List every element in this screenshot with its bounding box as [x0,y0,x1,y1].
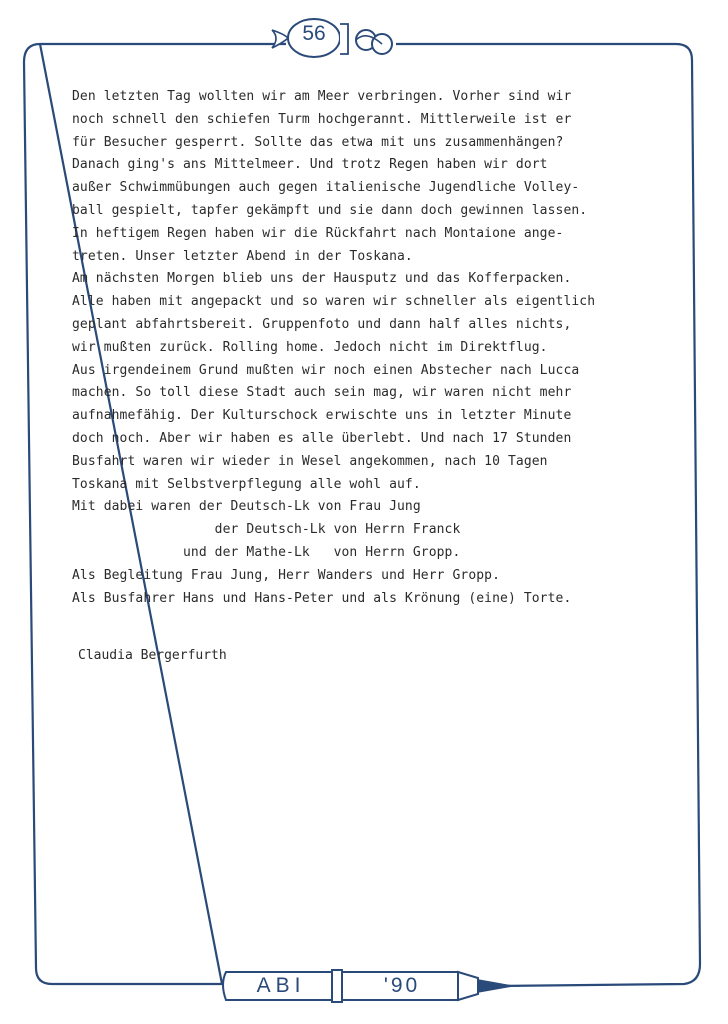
body-line: außer Schwimmübungen auch gegen italienische Jugendliche Volley- [72,180,580,196]
body-line: Toskana mit Selbstverpflegung alle wohl auf. [72,476,421,492]
body-line: Danach ging's ans Mittelmeer. Und trotz Regen haben wir dort [72,157,548,173]
body-line: geplant abfahrtsbereit. Gruppenfoto und dann half alles nichts, [72,316,572,332]
article-body [72,86,682,610]
body-line: Aus irgendeinem Grund mußten wir noch einen Abstecher nach Lucca [72,362,580,378]
body-line: ball gespielt, tapfer gekämpft und sie dann doch gewinnen lassen. [72,202,588,218]
body-line: für Besucher gesperrt. Sollte das etwa mit uns zusammenhängen? [72,134,564,150]
body-line: Am nächsten Morgen blieb uns der Hausputz und das Kofferpacken. [72,271,572,287]
body-line: Als Begleitung Frau Jung, Herr Wanders und Herr Gropp. [72,567,501,583]
body-line: Alle haben mit angepackt und so waren wir schneller als eigentlich [72,294,596,310]
footer-abi-label: ABI [256,974,306,997]
page-number: 56 [302,22,326,45]
body-line: aufnahmefähig. Der Kulturschock erwischte uns in letzter Minute [72,408,572,424]
body-line: der Deutsch-Lk von Herrn Franck [72,522,461,538]
body-line: Als Busfahrer Hans und Hans-Peter und als Krönung (eine) Torte. [72,590,572,606]
body-line: doch noch. Aber wir haben es alle überlebt. Und nach 17 Stunden [72,430,572,446]
body-line: In heftigem Regen haben wir die Rückfahrt nach Montaione ange- [72,225,564,241]
body-line: und der Mathe-Lk von Herrn Gropp. [72,544,461,560]
author-signature: Claudia Bergerfurth [78,648,227,663]
body-line: machen. So toll diese Stadt auch sein mag, wir waren nicht mehr [72,385,572,401]
body-line: Den letzten Tag wollten wir am Meer verbringen. Vorher sind wir [72,89,572,104]
footer-year-label: '90 [383,974,421,997]
body-line: Busfahrt waren wir wieder in Wesel angekommen, nach 10 Tagen [72,453,548,469]
body-line: wir mußten zurück. Rolling home. Jedoch nicht im Direktflug. [72,339,548,355]
body-line: noch schnell den schiefen Turm hochgerannt. Mittlerweile ist er [72,111,572,127]
body-line: treten. Unser letzter Abend in der Toskana. [72,248,413,264]
body-line: Mit dabei waren der Deutsch-Lk von Frau Jung [72,499,421,515]
